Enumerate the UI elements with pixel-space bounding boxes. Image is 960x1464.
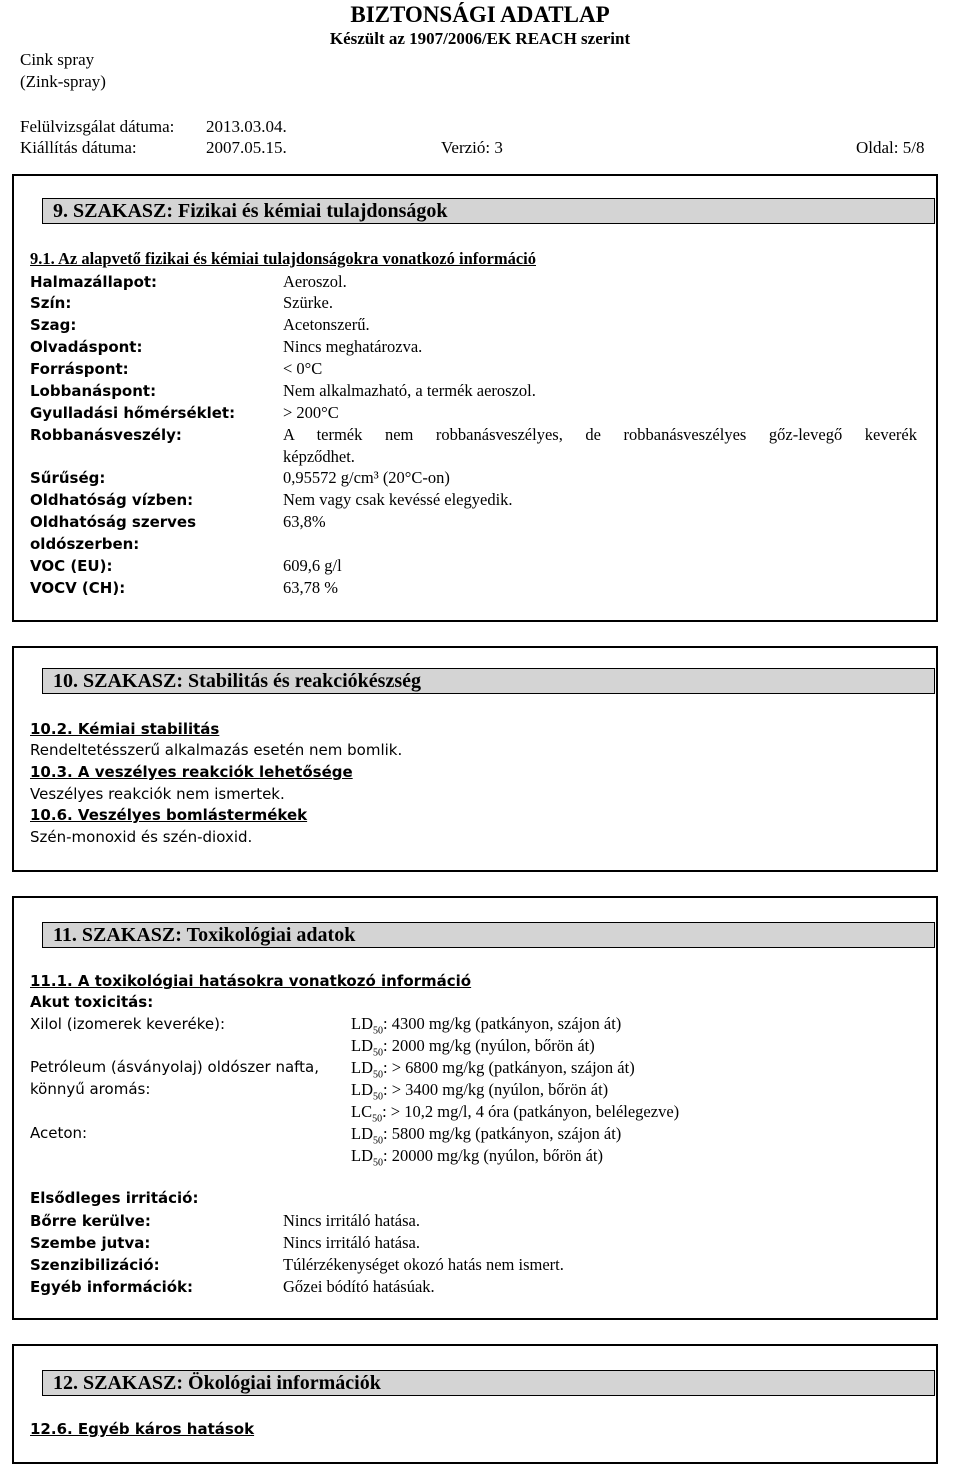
value-density: 0,95572 g/cm³ (20°C-on) xyxy=(283,468,450,487)
label-explosion-hazard: Robbanásveszély: xyxy=(30,426,182,444)
label-organic-solubility-cont: oldószerben: xyxy=(30,535,140,553)
label-voc-eu: VOC (EU): xyxy=(30,557,113,575)
section-11-title: 11. SZAKASZ: Toxikológiai adatok xyxy=(42,922,935,948)
value-skin: Nincs irritáló hatása. xyxy=(283,1211,420,1230)
label-eyes: Szembe jutva: xyxy=(30,1234,151,1252)
label-state: Halmazállapot: xyxy=(30,273,158,291)
value-ignition-temp: > 200°C xyxy=(283,403,339,422)
value-melting-point: Nincs meghatározva. xyxy=(283,337,423,356)
tox-value: $LD_{50}$: > 3400 mg/kg (nyúlon, bőrön át) xyxy=(351,1080,609,1103)
section-10-title: 10. SZAKASZ: Stabilitás és reakciókészség xyxy=(42,668,935,694)
document-title: BIZTONSÁGI ADATLAP xyxy=(350,2,610,27)
label-ignition-temp: Gyulladási hőmérséklet: xyxy=(30,404,236,422)
petroleum-label: Petróleum (ásványolaj) oldószer nafta, xyxy=(30,1058,320,1076)
issue-label: Kiállítás dátuma: xyxy=(20,138,137,157)
tox-value: $LD_{50}$: 5800 mg/kg (patkányon, szájon át) xyxy=(351,1124,622,1147)
value-water-solubility: Nem vagy csak kevéssé elegyedik. xyxy=(283,490,513,509)
value-vocv-ch: 63,78 % xyxy=(283,578,338,597)
value-color: Szürke. xyxy=(283,293,333,312)
section-10-3-text: Veszélyes reakciók nem ismertek. xyxy=(30,785,285,803)
section-12-box xyxy=(12,1344,938,1464)
section-12-6-title: 12.6. Egyéb káros hatások xyxy=(30,1420,255,1438)
section-12-title: 12. SZAKASZ: Ökológiai információk xyxy=(42,1370,935,1396)
acute-toxicity-label: Akut toxicitás: xyxy=(30,993,154,1011)
label-vocv-ch: VOCV (CH): xyxy=(30,579,126,597)
label-other-info: Egyéb információk: xyxy=(30,1278,194,1296)
value-organic-solubility: 63,8% xyxy=(283,512,326,531)
section-10-6-text: Szén-monoxid és szén-dioxid. xyxy=(30,828,253,846)
tox-value: $LD_{50}$: > 6800 mg/kg (patkányon, szájon át) xyxy=(351,1058,635,1081)
tox-value: $LD_{50}$: 20000 mg/kg (nyúlon, bőrön át) xyxy=(351,1146,603,1169)
section-10-6-title: 10.6. Veszélyes bomlástermékek xyxy=(30,806,308,824)
label-melting-point: Olvadáspont: xyxy=(30,338,143,356)
label-flash-point: Lobbanáspont: xyxy=(30,382,157,400)
value-sensitization: Túlérzékenységet okozó hatás nem ismert. xyxy=(283,1255,564,1274)
value-explosion-hazard-cont: képződhet. xyxy=(283,447,355,466)
value-eyes: Nincs irritáló hatása. xyxy=(283,1233,420,1252)
version: Verzió: 3 xyxy=(441,138,503,157)
label-boiling-point: Forráspont: xyxy=(30,360,129,378)
aceton-label: Aceton: xyxy=(30,1124,88,1142)
petroleum-label-cont: könnyű aromás: xyxy=(30,1080,151,1098)
tox-value: $LC_{50}$: > 10,2 mg/l, 4 óra (patkányon, belélegezve) xyxy=(351,1102,680,1125)
label-density: Sűrűség: xyxy=(30,469,106,487)
label-skin: Bőrre kerülve: xyxy=(30,1212,151,1230)
revision-date: 2013.03.04. xyxy=(206,117,287,136)
label-organic-solubility: Oldhatóság szerves xyxy=(30,513,197,531)
revision-label: Felülvizsgálat dátuma: xyxy=(20,117,175,136)
xylol-label: Xilol (izomerek keveréke): xyxy=(30,1015,225,1033)
primary-irritation-label: Elsődleges irritáció: xyxy=(30,1189,199,1207)
value-voc-eu: 609,6 g/l xyxy=(283,556,342,575)
section-11-1-title: 11.1. A toxikológiai hatásokra vonatkozó információ xyxy=(30,972,472,990)
product-alt-name: (Zink-spray) xyxy=(20,72,106,91)
value-boiling-point: < 0°C xyxy=(283,359,323,378)
section-10-3-title: 10.3. A veszélyes reakciók lehetősége xyxy=(30,763,353,781)
label-odor: Szag: xyxy=(30,316,77,334)
section-9-1-title: 9.1. Az alapvető fizikai és kémiai tulajdonságokra vonatkozó információ xyxy=(30,249,536,268)
value-flash-point: Nem alkalmazható, a termék aeroszol. xyxy=(283,381,536,400)
value-odor: Acetonszerű. xyxy=(283,315,370,334)
page-number: Oldal: 5/8 xyxy=(856,138,925,157)
tox-value: $LD_{50}$: 2000 mg/kg (nyúlon, bőrön át) xyxy=(351,1036,595,1059)
issue-date: 2007.05.15. xyxy=(206,138,287,157)
label-color: Szín: xyxy=(30,294,72,312)
label-water-solubility: Oldhatóság vízben: xyxy=(30,491,194,509)
value-explosion-hazard: A termék nem robbanásveszélyes, de robbanásveszélyes gőz-levegő keverék xyxy=(283,425,917,444)
section-10-2-text: Rendeltetésszerű alkalmazás esetén nem bomlik. xyxy=(30,741,403,759)
value-other-info: Gőzei bódító hatásúak. xyxy=(283,1277,435,1296)
section-10-2-title: 10.2. Kémiai stabilitás xyxy=(30,720,220,738)
label-sensitization: Szenzibilizáció: xyxy=(30,1256,160,1274)
product-name: Cink spray xyxy=(20,50,95,69)
section-9-title: 9. SZAKASZ: Fizikai és kémiai tulajdonságok xyxy=(42,198,935,224)
document-subtitle: Készült az 1907/2006/EK REACH szerint xyxy=(329,29,631,48)
tox-value: $LD_{50}$: 4300 mg/kg (patkányon, szájon át) xyxy=(351,1014,622,1037)
value-state: Aeroszol. xyxy=(283,272,347,291)
